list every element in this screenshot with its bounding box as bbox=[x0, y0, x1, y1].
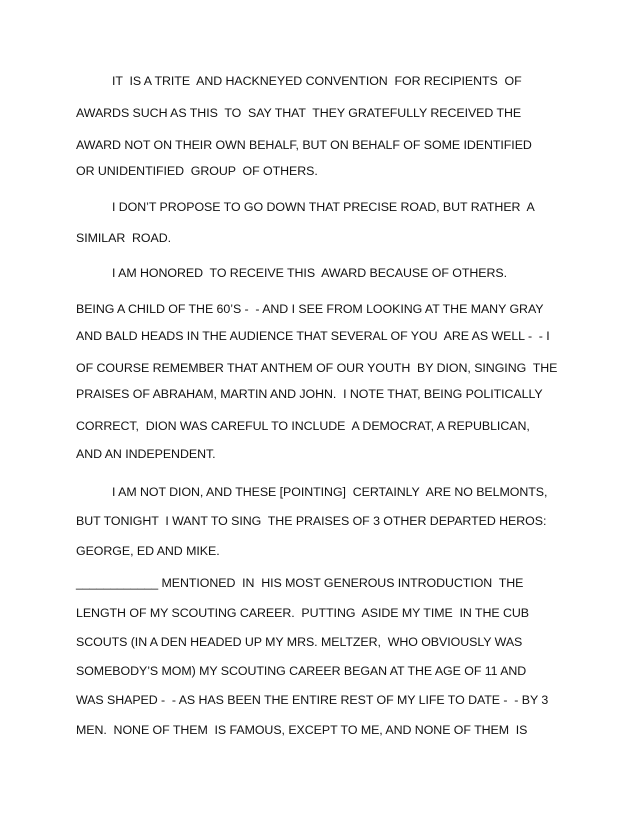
text-line: SCOUTS (IN A DEN HEADED UP MY MRS. MELTZER, WHO OBVIOUSLY WAS bbox=[76, 635, 523, 649]
text-line: BUT TONIGHT I WANT TO SING THE PRAISES OF 3 OTHER DEPARTED HEROS: bbox=[76, 514, 547, 528]
text-line: AND BALD HEADS IN THE AUDIENCE THAT SEVERAL OF YOU ARE AS WELL - - I bbox=[76, 329, 550, 343]
text-line: I AM HONORED TO RECEIVE THIS AWARD BECAUSE OF OTHERS. bbox=[112, 266, 507, 280]
text-line: AND AN INDEPENDENT. bbox=[76, 447, 216, 461]
text-line: WAS SHAPED - - AS HAS BEEN THE ENTIRE REST OF MY LIFE TO DATE - - BY 3 bbox=[76, 693, 549, 707]
text-line: AWARD NOT ON THEIR OWN BEHALF, BUT ON BEHALF OF SOME IDENTIFIED bbox=[76, 138, 532, 152]
text-line: LENGTH OF MY SCOUTING CAREER. PUTTING ASIDE MY TIME IN THE CUB bbox=[76, 606, 529, 620]
text-line: MEN. NONE OF THEM IS FAMOUS, EXCEPT TO ME, AND NONE OF THEM IS bbox=[76, 723, 528, 737]
text-line: IT IS A TRITE AND HACKNEYED CONVENTION FOR RECIPIENTS OF bbox=[112, 74, 522, 88]
text-line: OR UNIDENTIFIED GROUP OF OTHERS. bbox=[76, 164, 318, 178]
text-line: CORRECT, DION WAS CAREFUL TO INCLUDE A DEMOCRAT, A REPUBLICAN, bbox=[76, 419, 530, 433]
text-line: PRAISES OF ABRAHAM, MARTIN AND JOHN. I NOTE THAT, BEING POLITICALLY bbox=[76, 387, 543, 401]
text-line: SOMEBODY’S MOM) MY SCOUTING CAREER BEGAN AT THE AGE OF 11 AND bbox=[76, 664, 527, 678]
text-line: ____________ MENTIONED IN HIS MOST GENEROUS INTRODUCTION THE bbox=[76, 576, 524, 590]
text-line: SIMILAR ROAD. bbox=[76, 231, 172, 245]
text-line: OF COURSE REMEMBER THAT ANTHEM OF OUR YOUTH BY DION, SINGING THE bbox=[76, 361, 558, 375]
text-line: GEORGE, ED AND MIKE. bbox=[76, 544, 220, 558]
text-line: BEING A CHILD OF THE 60’S - - AND I SEE FROM LOOKING AT THE MANY GRAY bbox=[76, 302, 544, 316]
text-line: I DON’T PROPOSE TO GO DOWN THAT PRECISE ROAD, BUT RATHER A bbox=[112, 200, 535, 214]
text-line: AWARDS SUCH AS THIS TO SAY THAT THEY GRATEFULLY RECEIVED THE bbox=[76, 106, 522, 120]
text-line: I AM NOT DION, AND THESE [POINTING] CERTAINLY ARE NO BELMONTS, bbox=[112, 485, 548, 499]
